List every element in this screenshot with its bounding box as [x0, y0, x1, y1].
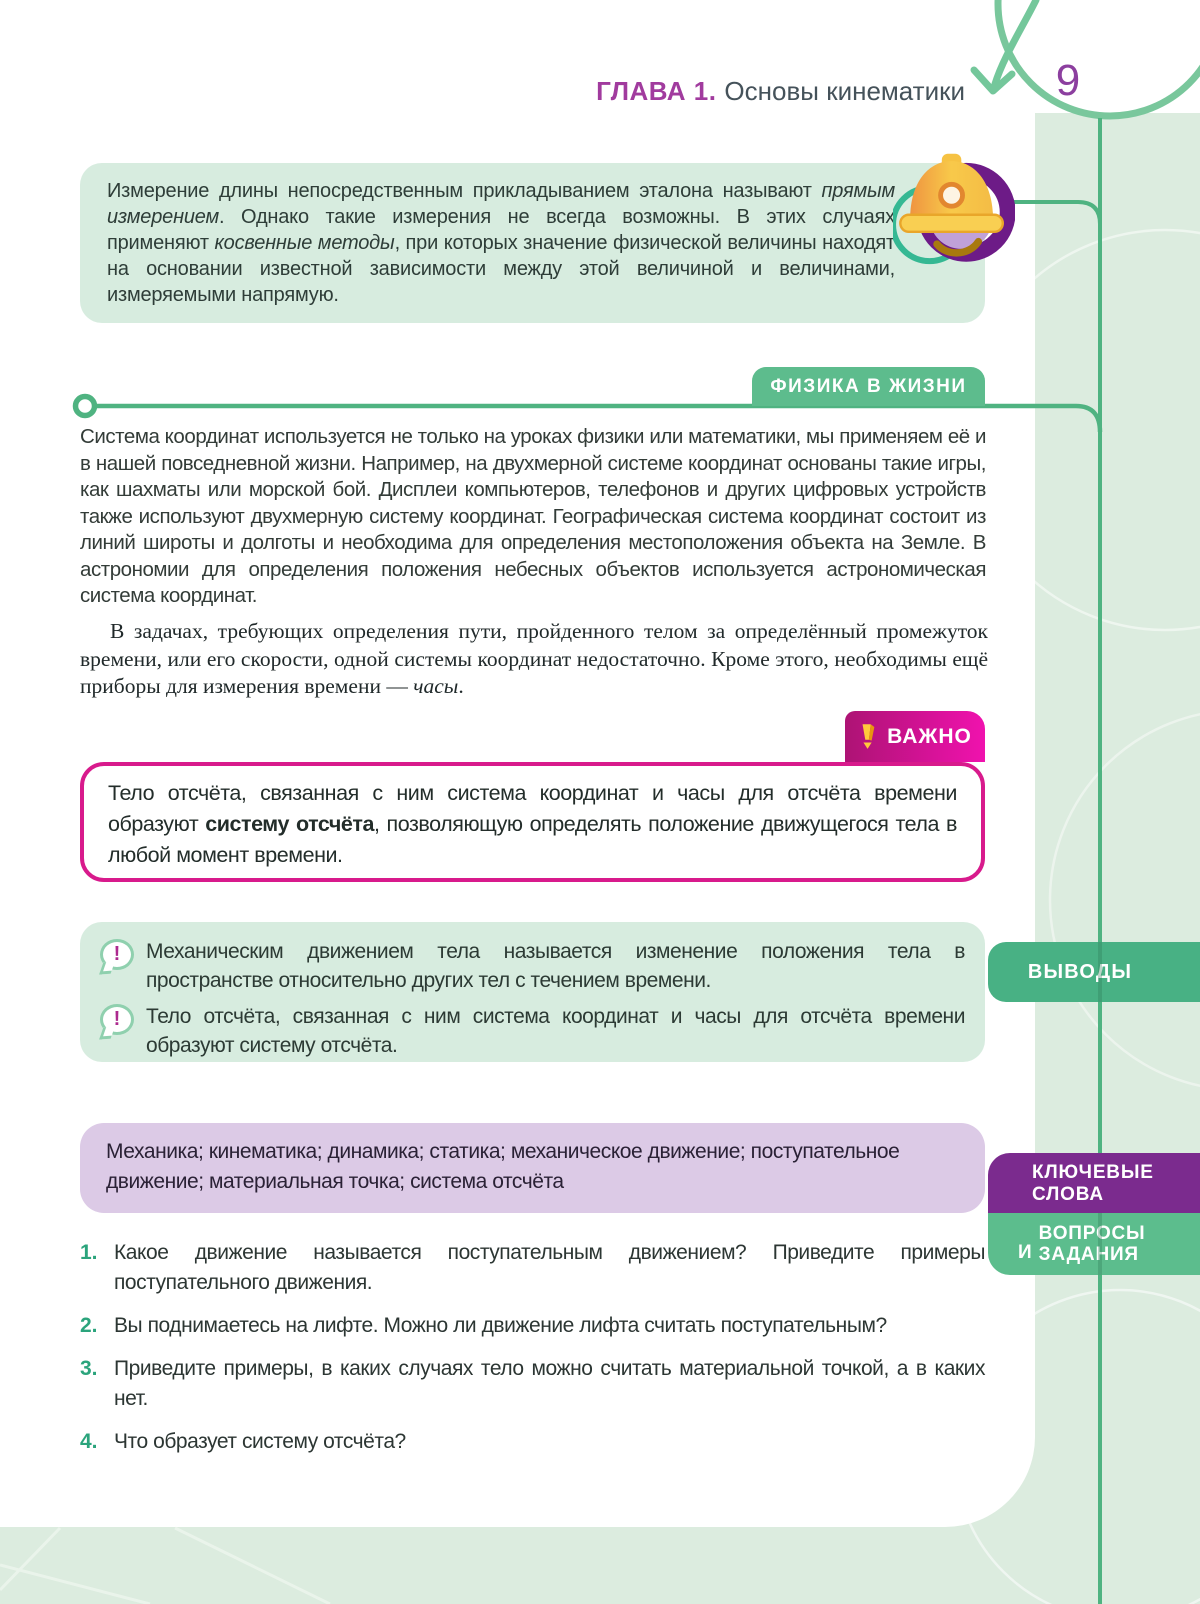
- term-reference-system: систему отсчёта: [205, 812, 375, 836]
- term-indirect-methods: косвенные методы: [214, 232, 395, 254]
- questions-badge: И ВОПРОСЫ ЗАДАНИЯ: [988, 1213, 1200, 1275]
- conclusion-text: Механическим движением тела называется изменение положения тела в пространстве относительно других тел с течением времени.: [146, 940, 965, 992]
- intro-text: Измерение длины непосредственным прикладыванием эталона называют: [107, 180, 822, 202]
- page-number: 9: [1055, 56, 1081, 105]
- question-number: 2.: [80, 1314, 98, 1337]
- chapter-title: Основы кинематики: [724, 76, 965, 106]
- tasks-paragraph: В задачах, требующих определения пути, пройденного телом за определённый промежуток времени, или его скорости, одной системы координат недостаточно. Кроме этого, необходимы ещё приборы для измерения времени — часы.: [80, 619, 988, 698]
- keywords-badge: КЛЮЧЕВЫЕ СЛОВА: [988, 1153, 1200, 1213]
- questions-list: [80, 1238, 985, 1470]
- conclusion-text: Тело отсчёта, связанная с ним система координат и часы для отсчёта времени образуют систему отсчёта.: [146, 1005, 965, 1057]
- question-number: 1.: [80, 1241, 98, 1264]
- chapter-label: ГЛАВА 1.: [596, 76, 717, 106]
- conclusions-badge: ВЫВОДЫ: [988, 942, 1200, 1002]
- term-clock: часы: [413, 674, 459, 698]
- question-text: Какое движение называется поступательным движением? Приведите примеры поступательного движения.: [114, 1241, 985, 1294]
- definition-note-box: Измерение длины непосредственным прикладыванием эталона называют прямым измерением. Однако такие измерения не всегда возможны. В этих случаях применяют косвенные методы, при которых значение физической величины находят на основании известной зависимости между этой величиной и величинами, измеряемыми напрямую.: [80, 163, 985, 323]
- question-item: [80, 1311, 985, 1341]
- term-direct-measurement: прямым измерением: [107, 180, 895, 228]
- line-through-badge: [1098, 942, 1102, 1002]
- question-item: [80, 1238, 985, 1298]
- important-badge: [845, 711, 985, 762]
- line-start-dot: [76, 397, 95, 416]
- exclamation-bubble-icon: !: [100, 1004, 134, 1035]
- question-text: Что образует систему отсчёта?: [114, 1430, 406, 1453]
- exclamation-bubble-icon: !: [100, 939, 134, 970]
- question-item: [80, 1354, 985, 1414]
- important-badge-label: ВАЖНО: [887, 724, 972, 748]
- question-text: Вы поднимаетесь на лифте. Можно ли движение лифта считать поступательным?: [114, 1314, 887, 1337]
- question-number: 3.: [80, 1357, 98, 1380]
- conclusion-item: [100, 1002, 965, 1060]
- keywords-box: Механика; кинематика; динамика; статика; механическое движение; поступательное движение; материальная точка; система отсчёта: [80, 1123, 985, 1213]
- physics-in-life-badge: ФИЗИКА В ЖИЗНИ: [752, 367, 985, 406]
- conclusion-item: [100, 937, 965, 995]
- exclamation-3d-icon: [858, 722, 878, 752]
- helmet-icon: [893, 144, 1015, 266]
- question-number: 4.: [80, 1430, 98, 1453]
- important-box: Тело отсчёта, связанная с ним система координат и часы для отсчёта времени образуют систему отсчёта, позволяющую определять положение движущегося тела в любой момент времени.: [80, 762, 985, 882]
- physics-in-life-paragraph: Система координат используется не только на уроках физики или математики, мы применяем её и в нашей повседневной жизни. Например, на двухмерной системе координат основаны такие игры, как шахматы или морской бой. Дисплеи компьютеров, телефонов и других цифровых устройств также используют двухмерную систему координат. Географическая система координат состоит из линий широты и долготы и необходима для определения местоположения объекта на Земле. В астрономии для определения положения небесных объектов используется астрономическая система координат.: [80, 425, 986, 607]
- line-through-badge: [1098, 1213, 1102, 1275]
- chapter-header: [560, 76, 965, 107]
- conclusions-box: [80, 922, 985, 1062]
- question-item: [80, 1427, 985, 1457]
- question-text: Приведите примеры, в каких случаях тело можно считать материальной точкой, а в каких нет.: [114, 1357, 985, 1410]
